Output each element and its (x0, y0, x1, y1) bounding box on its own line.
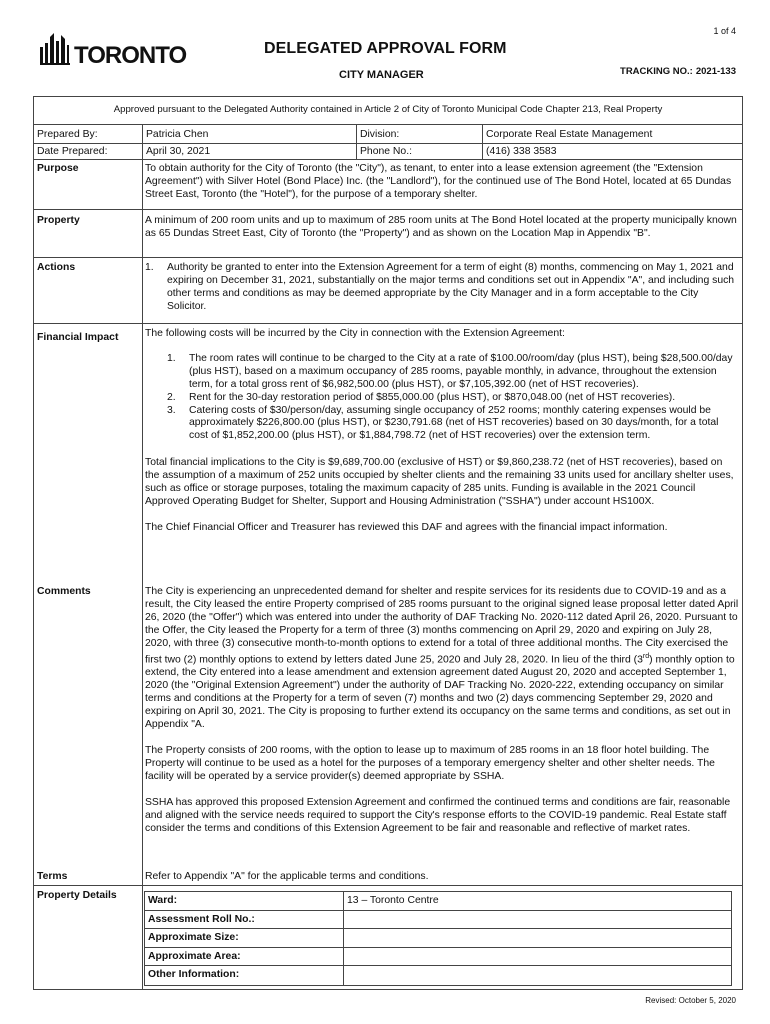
authority-statement: Approved pursuant to the Delegated Authority contained in Article 2 of City of Toronto Municipal Code Chapter 213, Real Property (34, 97, 742, 125)
financial-total: Total financial implications to the City is $9,689,700.00 (exclusive of HST) or $9,860,238.72 (net of HST recoveries), based on the assumption of a maximum of 252 units occupied by shelter clients and the remaining 33 units used for ancillary shelter uses, such as office or storage purposes, totaling the maximum capacity of 285 units. Funding is available in the 2021 Council Approved Operating Budget for Shelter, Support and Housing Administration ("SSHA") under account HS100X. (145, 457, 734, 507)
comments-paragraph: SSHA has approved this proposed Extension Agreement and confirmed the continued terms and conditions are fair, reasonable and aligned with the service needs required to support the City's response efforts to the COVID-19 pandemic. Real Estate staff consider the terms and conditions of this Extension Agreement to be fair and reasonable and reflective of market rates. (145, 797, 731, 834)
toronto-logo (40, 33, 187, 69)
assessment-roll-label: Assessment Roll No.: (145, 911, 344, 929)
other-information-value (344, 966, 731, 985)
approximate-size-label: Approximate Size: (145, 929, 344, 947)
divider (142, 125, 143, 159)
financial-impact-label: Financial Impact (37, 332, 119, 343)
comments-paragraph: The Property consists of 200 rooms, with the option to lease up to maximum of 285 rooms in an 18 floor hotel building. The Property will continue to be used as a hotel for the purposes of a temporary emergency shelter and other shelter needs. The facility will be operated by a service provider(s) deemed appropriate by SSHA. (145, 745, 715, 783)
ward-label: Ward: (145, 892, 344, 910)
form-frame (33, 96, 743, 990)
divider (34, 885, 742, 886)
divider (356, 125, 357, 159)
form-subtitle: CITY MANAGER (339, 69, 424, 81)
ward-value: 13 – Toronto Centre (347, 895, 439, 906)
list-number: 2. (167, 391, 176, 403)
financial-impact-text (145, 328, 739, 535)
prepared-by-label: Prepared By: (37, 129, 98, 140)
terms-label: Terms (37, 871, 68, 882)
page-indicator: 1 of 4 (713, 26, 736, 36)
financial-intro: The following costs will be incurred by the City in connection with the Extension Agreement: (145, 328, 565, 339)
table-row (145, 929, 731, 948)
tracking-label: TRACKING NO.: (620, 66, 693, 77)
phone-value: (416) 338 3583 (486, 146, 557, 157)
comments-label: Comments (37, 586, 91, 597)
assessment-roll-value (344, 911, 731, 929)
divider (34, 209, 742, 210)
comments-paragraph (145, 586, 739, 731)
list-number: 3. (167, 404, 176, 416)
financial-item-text: Rent for the 30-day restoration period of $855,000.00 (plus HST), or $870,048.00 (net of HST recoveries). (189, 391, 676, 403)
divider (34, 323, 742, 324)
divider (142, 159, 143, 989)
approximate-size-value (344, 929, 731, 947)
list-item (145, 405, 739, 444)
actions-item-text: Authority be granted to enter into the Extension Agreement for a term of eight (8) months, commencing on May 1, 2021 and expiring on December 31, 2021, substantially on the major terms and conditions set out in Appendix "A", and including such other terms and conditions as may be deemed appropriate by the City Manager and in a form acceptable to the City Solicitor. (167, 262, 735, 312)
financial-item-text: The room rates will continue to be charged to the City at a rate of $100.00/room/day (plus HST), being $28,500.00/day (plus HST), based on a maximum occupancy of 285 rooms, payable monthly, in advance, throughout the extension term, for a total gross rent of $6,982,500.00 (plus HST), or $7,105,392.00 (net of HST recoveries). (189, 352, 733, 390)
superscript: rd (642, 652, 650, 660)
table-row (145, 911, 731, 930)
comments-text-part: The City is experiencing an unprecedented demand for shelter and respite services for its residents due to COVID-19 and as a result, the City leased the entire Property comprised of 285 rooms pursuant to the original signed lease proposal letter dated April 26, 2020 (the "Offer") which was entered into under the authority of DAF Tracking No. 2020-112 dated April 26, 2020. Pursuant to the Offer, the City leased the Property for a term of three (3) months commencing on April 29, 2020 and expiring on July 28, 2020, with three (3) consecutive month-to-month options to extend for a total of three additional months. The City exercised the first two (2) monthly options to extend by letters dated June 25, 2020 and July 28, 2020. In lieu of the third (3 (145, 586, 739, 665)
property-details-table (144, 891, 732, 986)
division-label: Division: (360, 129, 400, 140)
purpose-text: To obtain authority for the City of Toronto (the "City"), as tenant, to enter into a lease extension agreement (the "Extension Agreement") with Silver Hotel (Bond Place) Inc. (the "Landlord"), for the continued use of The Bond Hotel, located at 65 Dundas Street East, Toronto (the "Hotel"), for the purpose of a temporary shelter. (145, 163, 732, 200)
prepared-by-value: Patricia Chen (146, 129, 209, 140)
list-number: 1. (145, 262, 154, 273)
actions-label: Actions (37, 262, 76, 273)
property-text: A minimum of 200 room units and up to maximum of 285 room units at The Bond Hotel located at the property municipally known as 65 Dundas Street East, City of Toronto (the "Property") and as shown on the Location Map in Appendix "B". (145, 215, 737, 239)
terms-text: Refer to Appendix "A" for the applicable terms and conditions. (145, 871, 429, 882)
approximate-area-value (344, 948, 731, 966)
list-item (145, 392, 739, 405)
property-label: Property (37, 215, 80, 226)
comments-text-part: ) monthly option to extend, the City entered into a lease amendment and extension agreement dated August 20, 2020 and accepted September 1, 2020 (the "Original Extension Agreement") under the authority of DAF Tracking No. 2020-222, extending occupancy on similar terms and conditions at the Property for a term of seven (7) months and two (2) days commencing September 29, 2020 and expiring on April 30, 2021. The City is proposing to further extend its occupancy on the same terms and conditions, as set out in Appendix "A. (145, 654, 735, 730)
revised-date: Revised: October 5, 2020 (645, 996, 736, 1005)
date-prepared-value: April 30, 2021 (146, 146, 211, 157)
table-row (145, 948, 731, 967)
property-details-label: Property Details (37, 890, 117, 901)
comments-text (145, 586, 739, 836)
form-title: DELEGATED APPROVAL FORM (264, 40, 507, 57)
table-row (145, 966, 731, 985)
division-value: Corporate Real Estate Management (486, 129, 653, 140)
financial-item-text: Catering costs of $30/person/day, assuming single occupancy of 252 rooms; monthly catering expenses would be approximately $226,800.00 (plus HST), or $230,791.68 (net of HST recoveries) based on 30 days/month, for a total cost of $1,852,200.00 (plus HST), or $1,884,798.72 (net of HST recoveries) over the extension term. (189, 404, 719, 442)
actions-list (145, 262, 739, 314)
tracking-number (617, 66, 736, 77)
list-number: 1. (167, 352, 176, 364)
approximate-area-label: Approximate Area: (145, 948, 344, 966)
divider (34, 257, 742, 258)
list-item (145, 262, 739, 314)
divider (482, 125, 483, 159)
list-item (145, 353, 739, 392)
table-row (145, 892, 731, 911)
other-information-label: Other Information: (145, 966, 344, 985)
financial-cfo-note: The Chief Financial Officer and Treasurer has reviewed this DAF and agrees with the financial impact information. (145, 521, 668, 533)
tracking-value: 2021-133 (695, 66, 736, 77)
svg-text:TORONTO: TORONTO (74, 42, 187, 69)
purpose-label: Purpose (37, 163, 79, 174)
date-prepared-label: Date Prepared: (37, 146, 108, 157)
phone-label: Phone No.: (360, 146, 412, 157)
